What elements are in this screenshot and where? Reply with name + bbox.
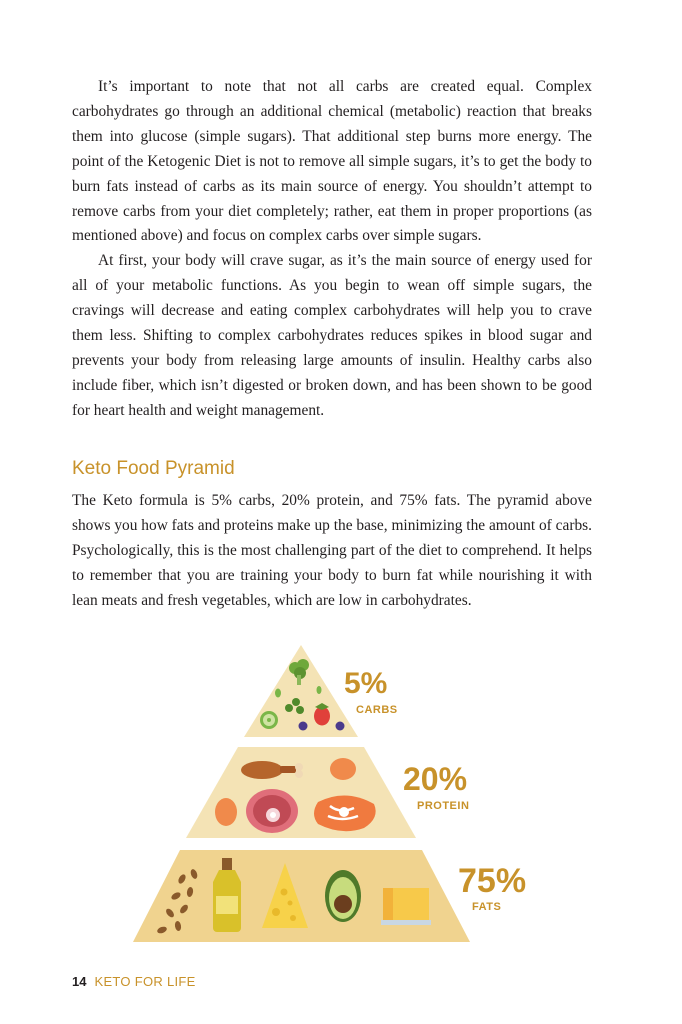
section-heading: Keto Food Pyramid — [72, 458, 235, 479]
page-number: 14 — [72, 974, 87, 989]
salmon-steak-icon — [314, 795, 376, 831]
strawberry-icon — [314, 703, 330, 726]
section-body — [72, 489, 592, 614]
pyramid-tier-fats — [133, 850, 526, 942]
page-footer — [72, 974, 196, 989]
protein-label: PROTEIN — [417, 800, 470, 812]
protein-percent: 20% — [403, 761, 468, 797]
book-title: KETO FOR LIFE — [94, 974, 196, 989]
keto-food-pyramid — [0, 630, 682, 950]
avocado-icon — [325, 870, 361, 922]
body-text — [72, 75, 592, 424]
fats-percent: 75% — [458, 862, 527, 900]
ham-icon — [246, 789, 298, 833]
paragraph-sugar-cravings: At first, your body will crave sugar, as it’s the main source of energy used for all of your metabolic functions. As you begin to wean off simple sugars, the cravings will decrease and eating complex carbohydrates will help you to crave them less. Shifting to complex carbohydrates reduces spikes in blood sugar and prevents your body from releasing large amounts of insulin. Healthy carbs also include fiber, which isn’t digested or broken down, and has been shown to be good for heart health and weight management. — [72, 252, 592, 419]
pyramid-tier-carbs — [244, 645, 398, 737]
carbs-label: CARBS — [356, 704, 398, 716]
butter-icon — [381, 888, 431, 925]
carbs-percent: 5% — [344, 667, 388, 700]
paragraph-keto-formula: The Keto formula is 5% carbs, 20% protein, and 75% fats. The pyramid above shows you how fats and proteins make up the base, minimizing the amount of carbs. Psychologically, this is the most challenging part of the diet to comprehend. It helps to remember that you are training your body to burn fat while nourishing it with lean meats and fresh vegetables, which are low in carbohydrates. — [72, 492, 592, 609]
fats-label: FATS — [472, 901, 502, 913]
paragraph-complex-carbs: It’s important to note that not all carbs are created equal. Complex carbohydrates go through an additional chemical (metabolic) reaction that breaks them into glucose (simple sugars). That additional step burns more energy. The point of the Ketogenic Diet is not to remove all simple sugars, it’s to get the body to burn fats instead of carbs as its main source of energy. You shouldn’t attempt to remove carbs from your diet completely; rather, eat them in proper proportions (as mentioned above) and focus on complex carbs over simple sugars. — [72, 78, 592, 245]
pyramid-tier-protein — [186, 747, 469, 838]
cucumber-slice-icon — [260, 711, 278, 729]
